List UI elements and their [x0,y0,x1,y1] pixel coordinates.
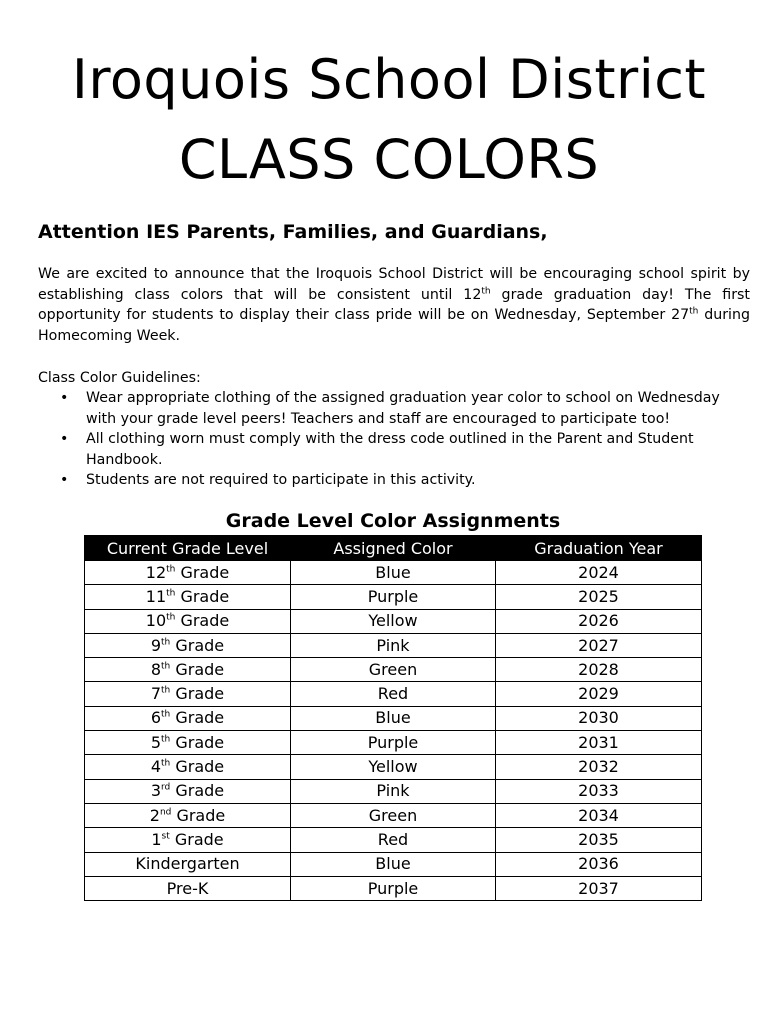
graduation-year-cell: 2025 [496,585,702,609]
table-title: Grade Level Color Assignments [225,510,561,532]
assigned-color-cell: Purple [291,585,496,609]
page-subtitle: CLASS COLORS [178,128,600,191]
table-row [85,682,702,706]
guidelines-label: Class Color Guidelines: [38,370,201,386]
grade-ordinal-suffix: th [166,612,176,623]
grade-level-cell [85,876,291,900]
guideline-item: • Wear appropriate clothing of the assigned graduation year color to school on Wednesday with your grade level peers! Teachers and staff are encouraged to participate too! [38,388,750,429]
grade-label: Grade [175,611,230,631]
grade-label: Grade [169,829,224,849]
graduation-year-cell: 2028 [496,658,702,682]
page-title: Iroquois School District [71,48,707,111]
grade-label: Grade [170,708,225,728]
table-row [85,658,702,682]
graduation-year-cell: 2031 [496,731,702,755]
graduation-year-cell: 2029 [496,682,702,706]
grade-number: 5 [150,732,162,752]
table-row [85,731,702,755]
grade-number: 8 [150,659,162,679]
graduation-year-cell: 2036 [496,852,702,876]
assigned-color-cell: Green [291,658,496,682]
table-row [85,803,702,827]
grade-ordinal-suffix: th [161,734,171,745]
grade-number: 9 [150,635,162,655]
grade-label: Grade [170,635,225,655]
table-header-row [85,536,702,561]
grade-level-cell [85,828,291,852]
assigned-color-cell: Yellow [291,609,496,633]
table-row [85,585,702,609]
grade-label: Grade [170,781,225,801]
grade-level-cell [85,682,291,706]
table-row [85,609,702,633]
assigned-color-cell: Pink [291,779,496,803]
graduation-year-cell: 2037 [496,876,702,900]
grade-ordinal-suffix: th [166,588,176,599]
grade-number: 11 [145,586,167,606]
grade-number: 2 [149,805,160,825]
grade-ordinal-suffix: st [161,831,170,842]
grade-ordinal-suffix: th [161,685,171,696]
graduation-year-cell: 2035 [496,828,702,852]
assigned-color-cell: Red [291,682,496,706]
assigned-color-cell: Green [291,803,496,827]
grade-level-cell [85,755,291,779]
grade-level-cell [85,779,291,803]
grade-label: Pre-K [166,878,209,898]
greeting-heading: Attention IES Parents, Families, and Guardians, [38,221,548,243]
assigned-color-cell: Pink [291,633,496,657]
guidelines-list [38,388,750,491]
grade-number: 7 [150,684,162,704]
table-row [85,706,702,730]
assigned-color-cell: Purple [291,876,496,900]
grade-ordinal-suffix: th [161,758,171,769]
guideline-item: • Students are not required to participate in this activity. [38,470,750,491]
intro-superscript: th [481,285,491,296]
table-row [85,828,702,852]
grade-ordinal-suffix: th [166,564,176,575]
grade-label: Grade [170,757,225,777]
grade-label: Grade [170,732,225,752]
grade-number: 6 [150,708,162,728]
header-assigned-color: Assigned Color [291,536,496,561]
guideline-item: • All clothing worn must comply with the dress code outlined in the Parent and Student Handbook. [38,429,750,470]
grade-level-cell [85,658,291,682]
header-graduation-year: Graduation Year [496,536,702,561]
grade-level-cell [85,585,291,609]
grade-ordinal-suffix: th [161,710,171,721]
graduation-year-cell: 2033 [496,779,702,803]
grade-level-cell [85,852,291,876]
grade-level-cell [85,706,291,730]
graduation-year-cell: 2032 [496,755,702,779]
grade-color-table [84,535,702,901]
grade-label: Grade [171,805,226,825]
table-row [85,876,702,900]
grade-level-cell [85,633,291,657]
header-grade-level: Current Grade Level [85,536,291,561]
graduation-year-cell: 2026 [496,609,702,633]
graduation-year-cell: 2030 [496,706,702,730]
graduation-year-cell: 2034 [496,803,702,827]
grade-ordinal-suffix: rd [161,782,171,793]
grade-number: 12 [145,562,167,582]
assigned-color-cell: Blue [291,706,496,730]
grade-level-cell [85,561,291,585]
grade-level-cell [85,803,291,827]
graduation-year-cell: 2027 [496,633,702,657]
table-row [85,755,702,779]
assigned-color-cell: Red [291,828,496,852]
assigned-color-cell: Blue [291,852,496,876]
intro-text-part2: grade graduation day! The first opportunity for students to display their class pride will be on Wednesday, September 27 [38,286,750,323]
grade-number: 4 [150,757,162,777]
table-row [85,633,702,657]
grade-label: Kindergarten [135,854,240,874]
grade-ordinal-suffix: th [161,637,171,648]
intro-paragraph [38,264,750,346]
grade-label: Grade [170,659,225,679]
grade-number: 10 [145,611,167,631]
grade-ordinal-suffix: th [161,661,171,672]
table-row [85,779,702,803]
intro-text-part1: We are excited to announce that the Iroquois School District will be encouraging school spirit by establishing class colors that will be consistent until 12 [38,266,750,303]
grade-label: Grade [175,586,230,606]
assigned-color-cell: Yellow [291,755,496,779]
assigned-color-cell: Blue [291,561,496,585]
grade-label: Grade [170,684,225,704]
assigned-color-cell: Purple [291,731,496,755]
grade-number: 3 [150,781,162,801]
table-row [85,561,702,585]
table-row [85,852,702,876]
grade-number: 1 [151,829,162,849]
grade-ordinal-suffix: nd [159,807,172,818]
grade-level-cell [85,731,291,755]
graduation-year-cell: 2024 [496,561,702,585]
grade-level-cell [85,609,291,633]
intro-text-part3: during Homecoming Week. [38,307,750,344]
intro-superscript: th [689,306,699,317]
grade-label: Grade [175,562,230,582]
